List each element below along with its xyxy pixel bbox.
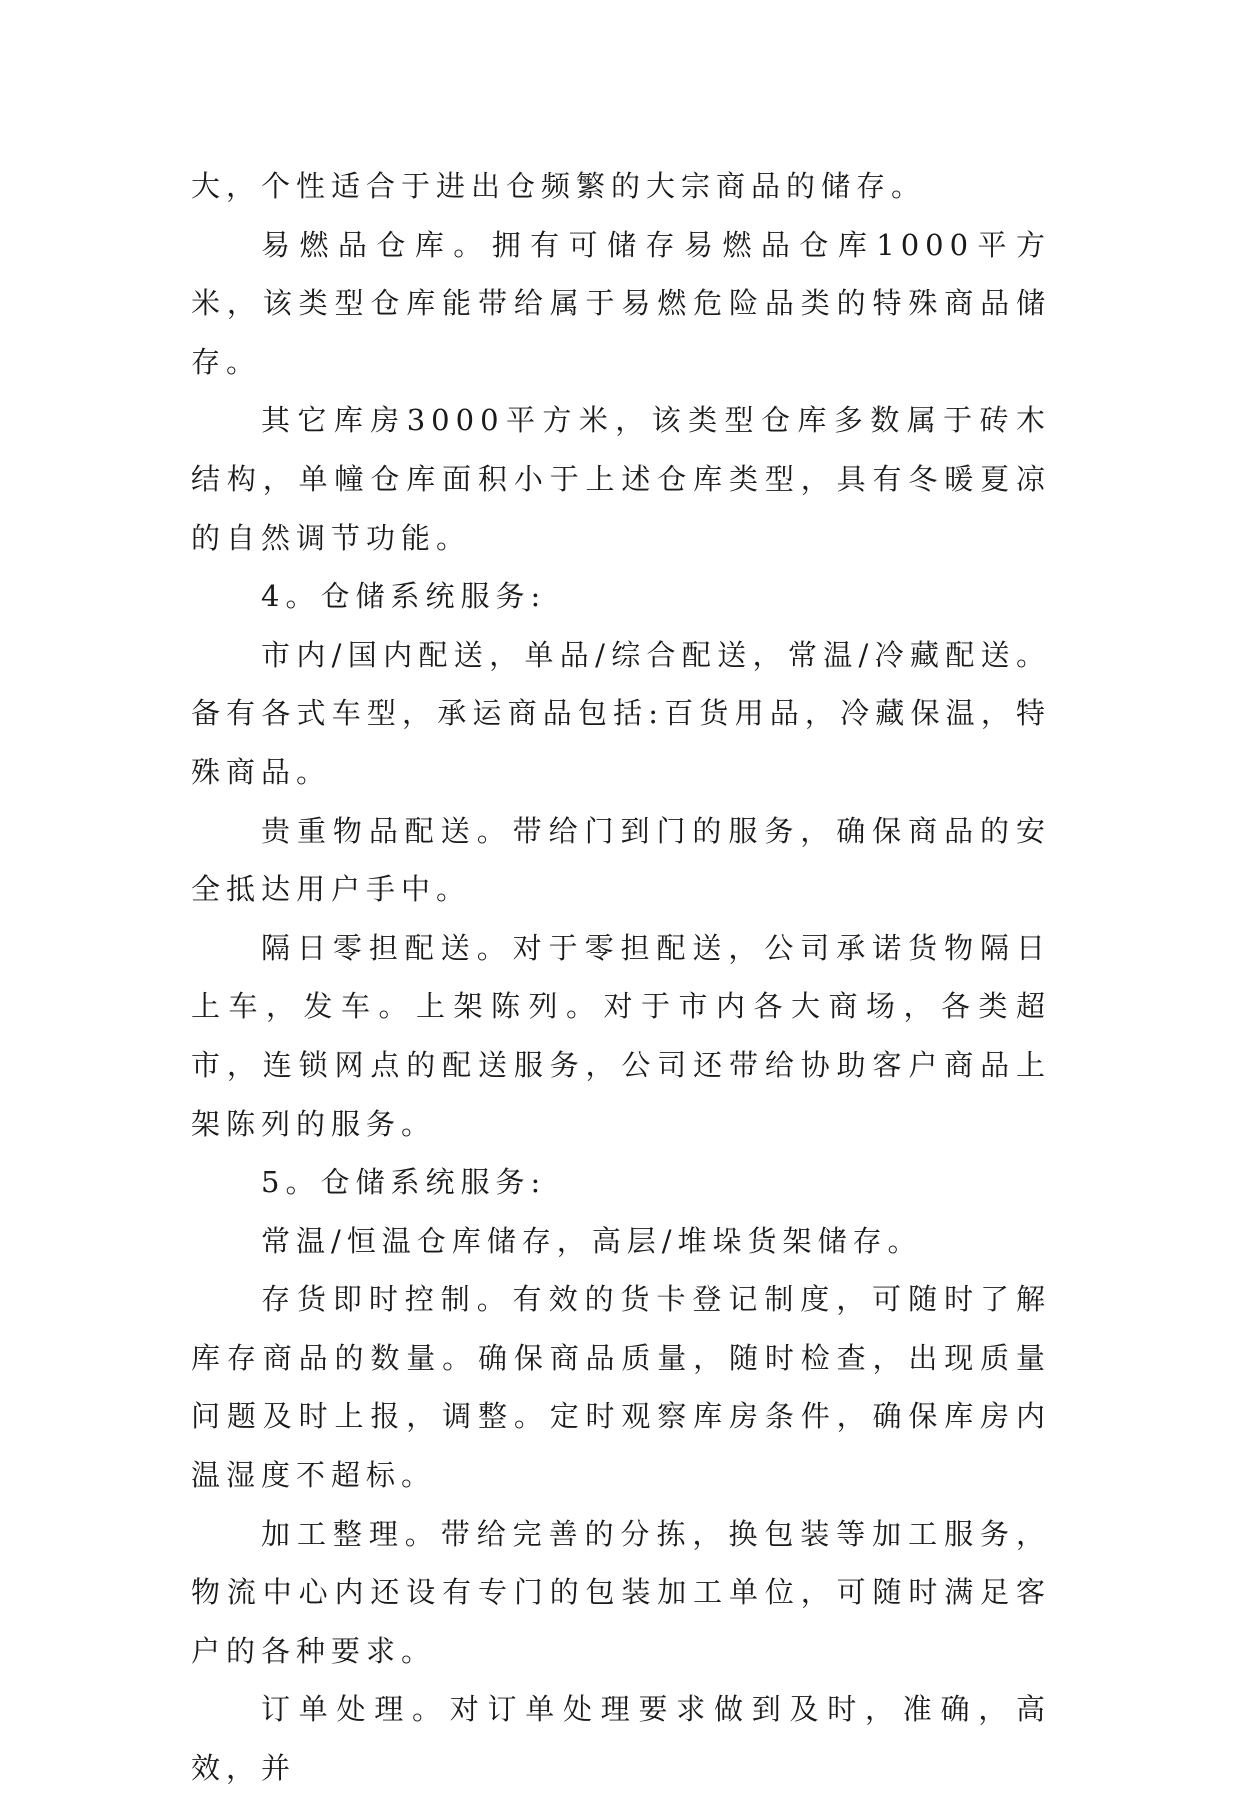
paragraph: 订单处理。对订单处理要求做到及时，准确，高效，并 [191, 1692, 1051, 1786]
paragraph: 大，个性适合于进出仓频繁的大宗商品的储存。 [191, 169, 927, 203]
paragraph: 易燃品仓库。拥有可储存易燃品仓库1000平方米，该类型仓库能带给属于易燃危险品类的特殊商品储存。 [191, 227, 1051, 379]
paragraph: 市内/国内配送，单品/综合配送，常温/冷藏配送。备有各式车型，承运商品包括:百货用品，冷藏保温，特殊商品。 [191, 637, 1051, 789]
paragraph: 隔日零担配送。对于零担配送，公司承诺货物隔日上车，发车。上架陈列。对于市内各大商场，各类超市，连锁网点的配送服务，公司还带给协助客户商品上架陈列的服务。 [191, 930, 1051, 1141]
paragraph: 其它库房3000平方米，该类型仓库多数属于砖木结构，单幢仓库面积小于上述仓库类型，具有冬暖夏凉的自然调节功能。 [191, 403, 1051, 555]
paragraph: 常温/恒温仓库储存，高层/堆垛货架储存。 [261, 1223, 923, 1258]
paragraph: 存货即时控制。有效的货卡登记制度，可随时了解库存商品的数量。确保商品质量，随时检查，出现质量问题及时上报，调整。定时观察库房条件，确保库房内温湿度不超标。 [191, 1282, 1051, 1493]
section-heading: 4。仓储系统服务: [261, 579, 547, 614]
document-body [191, 157, 1051, 1798]
paragraph: 加工整理。带给完善的分拣，换包装等加工服务，物流中心内还设有专门的包装加工单位，可随时满足客户的各种要求。 [191, 1516, 1051, 1668]
paragraph: 贵重物品配送。带给门到门的服务，确保商品的安全抵达用户手中。 [191, 813, 1051, 907]
section-heading: 5。仓储系统服务: [261, 1165, 547, 1200]
